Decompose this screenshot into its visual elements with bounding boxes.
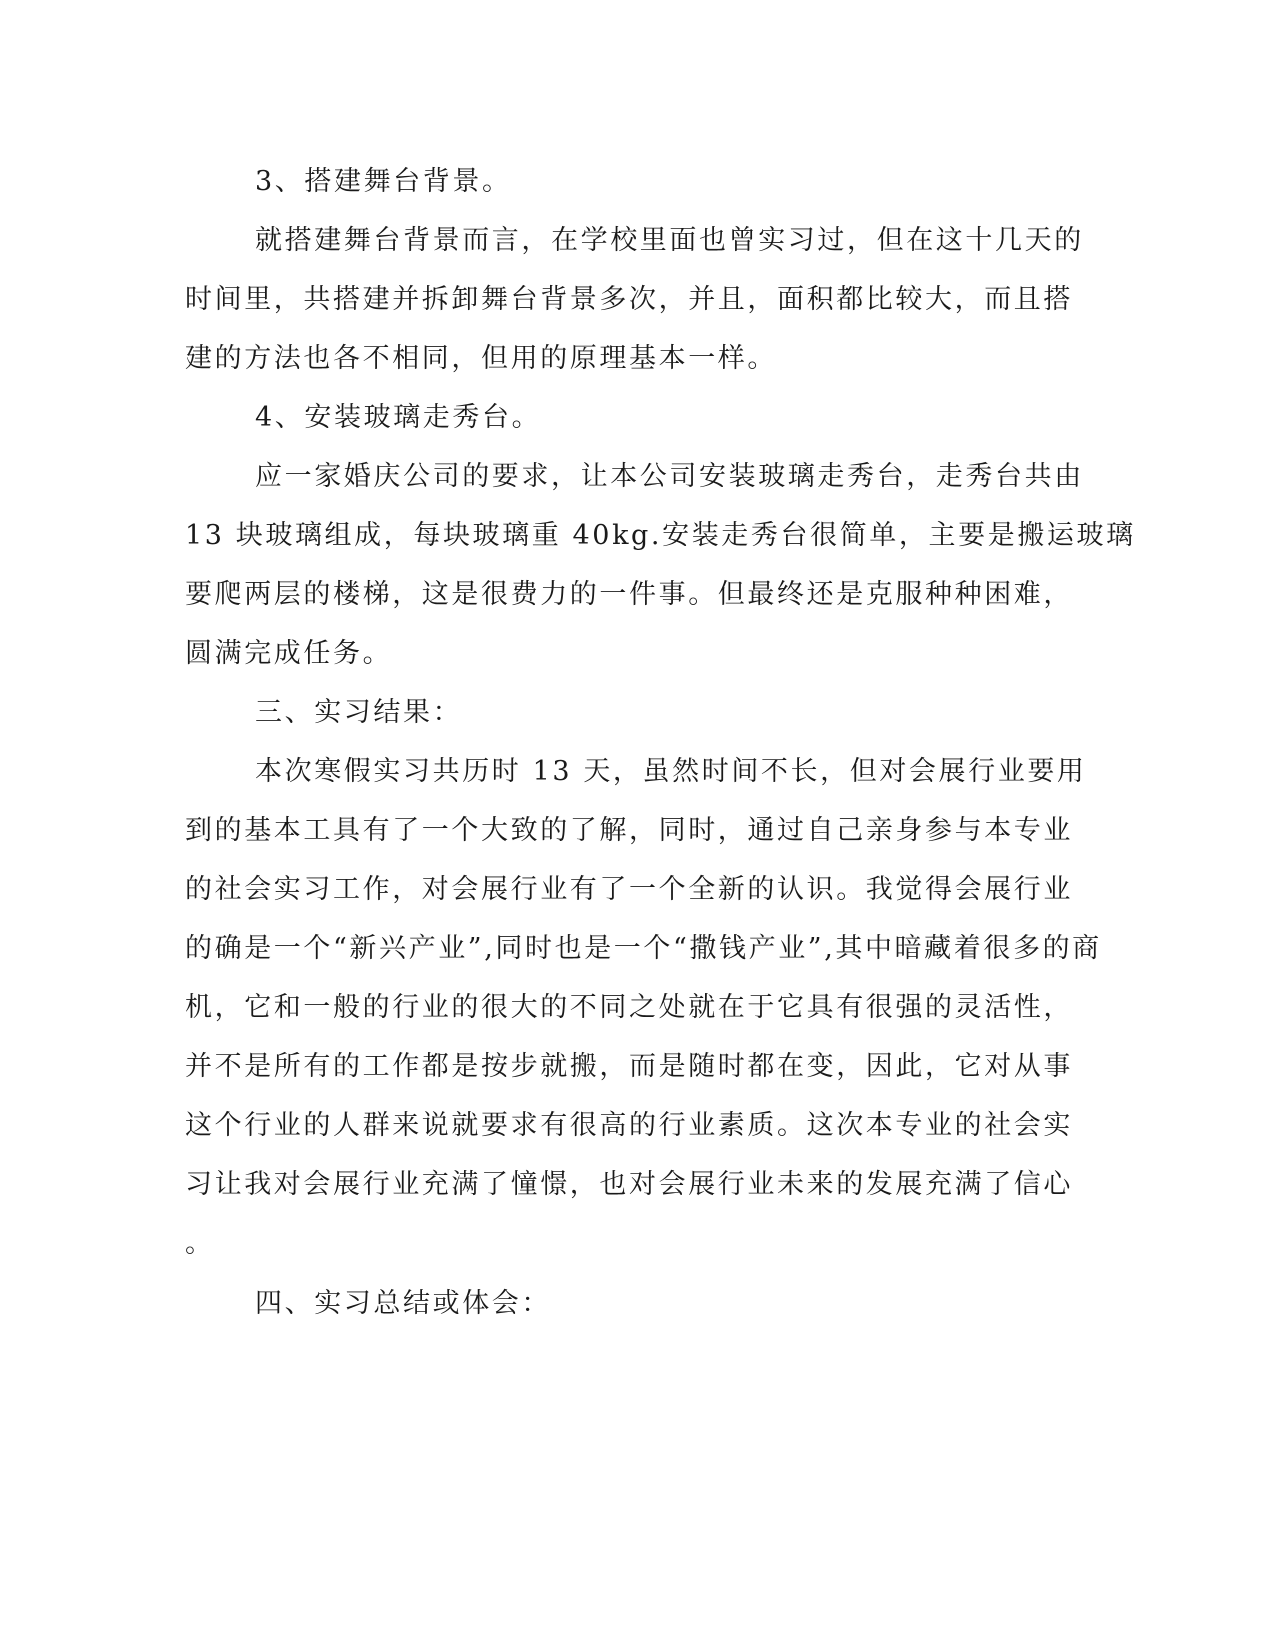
paragraph-line: 机，它和一般的行业的很大的不同之处就在于它具有很强的灵活性， (185, 992, 1073, 1023)
paragraph-line: 时间里，共搭建并拆卸舞台背景多次，并且，面积都比较大，而且搭 (185, 284, 1073, 315)
paragraph-line: 建的方法也各不相同，但用的原理基本一样。 (185, 343, 777, 374)
paragraph-line: 13 块玻璃组成，每块玻璃重 40kg.安装走秀台很简单，主要是搬运玻璃 (185, 520, 1136, 551)
paragraph-line: 本次寒假实习共历时 13 天，虽然时间不长，但对会展行业要用 (255, 756, 1087, 787)
paragraph-line: 这个行业的人群来说就要求有很高的行业素质。这次本专业的社会实 (185, 1110, 1073, 1141)
paragraph-line: 应一家婚庆公司的要求，让本公司安装玻璃走秀台，走秀台共由 (255, 461, 1084, 492)
subheading-4: 4、安装玻璃走秀台。 (255, 402, 542, 433)
section-title-results: 三、实习结果： (255, 697, 463, 728)
subheading-3: 3、搭建舞台背景。 (255, 166, 512, 197)
paragraph-line: 习让我对会展行业充满了憧憬，也对会展行业未来的发展充满了信心 (185, 1169, 1073, 1200)
paragraph-line: 到的基本工具有了一个大致的了解，同时，通过自己亲身参与本专业 (185, 815, 1073, 846)
paragraph-line: 就搭建舞台背景而言，在学校里面也曾实习过，但在这十几天的 (255, 225, 1084, 256)
section-title-summary: 四、实习总结或体会： (255, 1288, 551, 1319)
paragraph-line: 圆满完成任务。 (185, 638, 393, 669)
paragraph-line: 的社会实习工作，对会展行业有了一个全新的认识。我觉得会展行业 (185, 874, 1073, 905)
paragraph-line: 并不是所有的工作都是按步就搬，而是随时都在变，因此，它对从事 (185, 1051, 1073, 1082)
paragraph-line: 。 (185, 1228, 215, 1259)
paragraph-line: 要爬两层的楼梯，这是很费力的一件事。但最终还是克服种种困难， (185, 579, 1073, 610)
paragraph-line: 的确是一个“新兴产业”,同时也是一个“撒钱产业”,其中暗藏着很多的商 (185, 933, 1102, 964)
